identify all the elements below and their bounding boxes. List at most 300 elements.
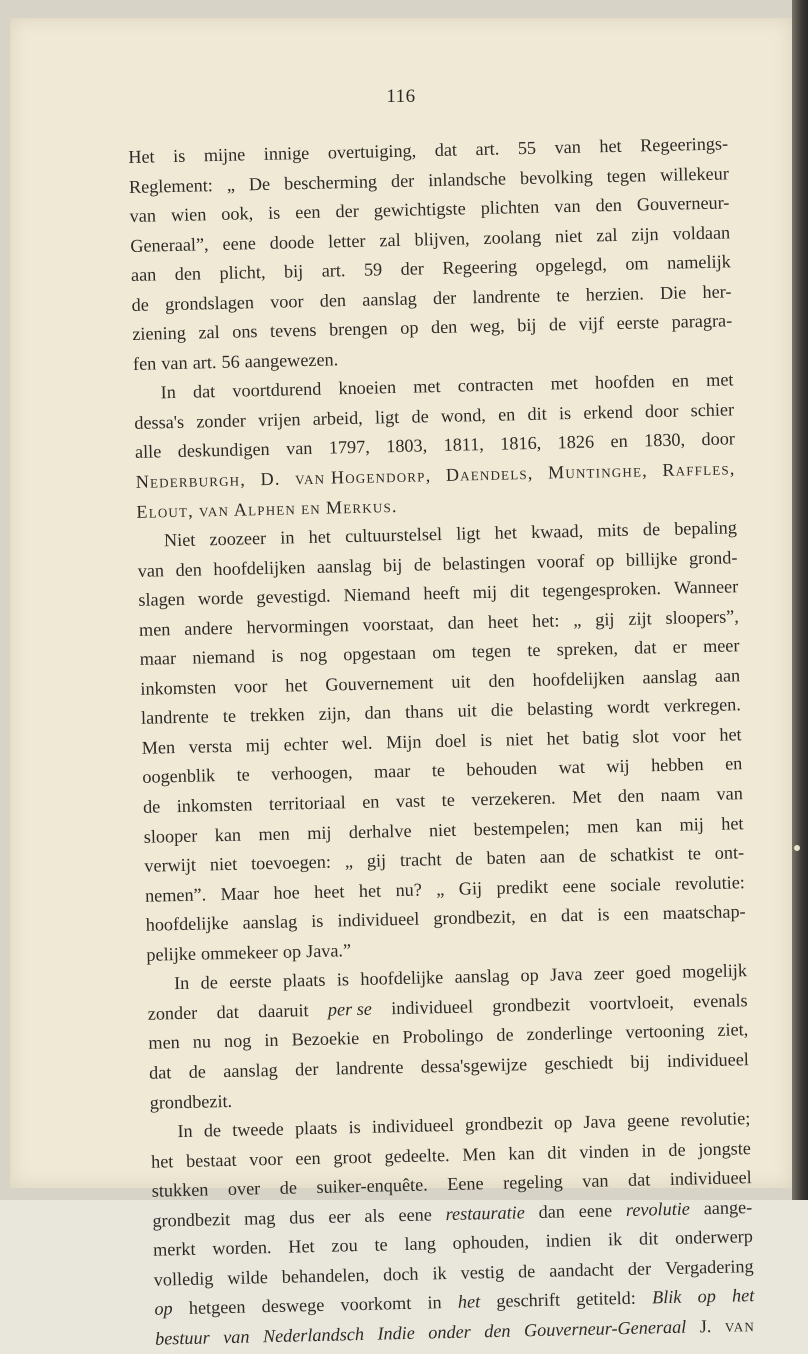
word: opgelegd, xyxy=(535,254,608,276)
word: her- xyxy=(702,281,732,302)
word: revolutie xyxy=(625,1198,691,1220)
word: J. xyxy=(699,1315,712,1337)
word: maatschap- xyxy=(662,901,746,924)
word: door xyxy=(644,400,679,422)
word: erkend xyxy=(583,401,634,423)
word: willekeur xyxy=(659,162,729,185)
word: te xyxy=(441,789,456,811)
word: ook, xyxy=(221,203,254,224)
word: zeer xyxy=(593,963,625,984)
word: de xyxy=(411,406,429,427)
word: spreken, xyxy=(556,638,619,660)
word: ligt xyxy=(374,406,400,428)
word: De xyxy=(248,173,271,194)
word: andere xyxy=(184,617,233,639)
word: deskundigen xyxy=(177,439,270,462)
book-page xyxy=(10,18,792,1349)
word: Nederlandsch xyxy=(262,1323,365,1347)
word: lang xyxy=(404,1233,437,1255)
word: hoofden xyxy=(594,371,655,393)
word: 1826 xyxy=(557,431,595,453)
word: slagen xyxy=(138,589,186,611)
word: men xyxy=(148,1032,180,1054)
word: Daendels, xyxy=(445,462,534,485)
word: de xyxy=(517,1260,536,1282)
word: In xyxy=(160,382,177,403)
word: geschrift xyxy=(496,1289,561,1312)
word: tegen xyxy=(606,164,647,186)
word: revolutie: xyxy=(674,871,746,894)
word: Gouverneur-Generaal xyxy=(523,1316,687,1341)
word: Het xyxy=(128,146,155,167)
word: eene xyxy=(578,1199,613,1221)
word: thans xyxy=(404,701,444,723)
word: 1816, xyxy=(500,433,542,455)
word: doel xyxy=(434,730,467,752)
word: Men xyxy=(141,737,176,758)
word: kan xyxy=(635,814,663,836)
word: den xyxy=(595,194,623,216)
word: te xyxy=(431,760,446,781)
word: inkomsten xyxy=(140,676,217,699)
word: individueel xyxy=(390,996,474,1019)
word: van xyxy=(161,352,188,374)
word: 59 xyxy=(363,259,383,280)
word: dat xyxy=(148,1062,172,1083)
word: zijn xyxy=(631,223,659,245)
word: dan xyxy=(447,612,475,633)
word: landrente xyxy=(335,1056,404,1079)
word: en xyxy=(610,431,628,452)
word: verkregen. xyxy=(663,694,742,717)
word: plichten xyxy=(480,196,540,219)
word: hetgeen xyxy=(188,1296,246,1319)
word: Generaal”, xyxy=(130,233,209,256)
word: dessa's xyxy=(134,411,185,433)
word: dit xyxy=(527,403,547,424)
word: te xyxy=(236,764,250,786)
word: doch xyxy=(382,1263,419,1285)
word: verhoogen, xyxy=(270,762,353,785)
word: de xyxy=(548,314,567,335)
word: en xyxy=(529,905,548,927)
word: Eene xyxy=(447,1173,484,1195)
word: In xyxy=(177,1120,193,1142)
word: voor xyxy=(249,1148,283,1170)
word: zijn, xyxy=(318,703,351,725)
word: en xyxy=(300,497,322,518)
word: weg, xyxy=(469,315,505,337)
edge-mark xyxy=(794,845,800,851)
word: te xyxy=(527,640,541,661)
word: pelijke xyxy=(146,943,197,965)
word: Mijn xyxy=(385,731,422,753)
word: art. xyxy=(192,351,217,373)
word: over xyxy=(227,1178,261,1200)
word: grond- xyxy=(688,546,738,569)
word: wij xyxy=(606,756,630,777)
word: wel. xyxy=(341,732,373,754)
word: is xyxy=(311,910,324,932)
word: dit xyxy=(547,1141,567,1163)
word: aange- xyxy=(703,1196,753,1218)
word: den xyxy=(483,1320,511,1342)
word: „ xyxy=(436,878,445,899)
word: zal xyxy=(595,224,618,246)
word: regeling xyxy=(502,1171,563,1193)
word: den xyxy=(488,670,515,691)
word: het xyxy=(721,812,744,834)
word: kwaad, xyxy=(530,520,584,543)
word: stukken xyxy=(151,1179,209,1201)
word: trekken xyxy=(249,704,305,726)
word: en xyxy=(671,370,690,392)
word: Java.” xyxy=(305,939,352,961)
word: suiker-enquête. xyxy=(316,1174,428,1198)
word: bij xyxy=(382,554,403,575)
word: verzekeren. xyxy=(471,787,556,810)
word: Blik xyxy=(651,1287,682,1308)
word: het xyxy=(285,674,308,696)
word: voortdurend xyxy=(232,379,322,402)
word: dan xyxy=(364,702,392,724)
word: mag xyxy=(243,1207,276,1229)
word: mits xyxy=(597,519,629,541)
word: de xyxy=(496,1024,514,1046)
word: behouden xyxy=(466,758,538,780)
word: en xyxy=(372,1027,390,1049)
word: van xyxy=(129,205,157,227)
word: Niemand xyxy=(343,583,411,606)
word: niet xyxy=(554,225,583,246)
word: Java xyxy=(549,964,583,985)
word: eerste xyxy=(228,971,272,993)
word: eene xyxy=(562,875,596,897)
word: heet xyxy=(313,880,345,902)
word: 1830, xyxy=(643,429,686,451)
word: versta xyxy=(188,735,233,757)
word: bepaling xyxy=(673,517,738,539)
word: het xyxy=(731,1285,755,1306)
word: slooper xyxy=(143,825,198,847)
word: zonder xyxy=(196,410,247,432)
word: is xyxy=(267,202,281,223)
word: landrente xyxy=(140,706,209,729)
word: wien xyxy=(170,204,207,226)
word: naam xyxy=(660,784,701,806)
word: ons xyxy=(231,321,258,342)
word: wordt xyxy=(606,696,650,718)
word: een xyxy=(295,1147,321,1169)
word: een xyxy=(623,903,649,925)
word: onder xyxy=(428,1321,471,1343)
word: kan xyxy=(508,1142,535,1164)
word: de xyxy=(279,1177,298,1198)
word: art. xyxy=(321,260,346,281)
word: art. xyxy=(475,138,500,160)
word: „ xyxy=(573,609,582,630)
word: sloopers”, xyxy=(665,606,739,628)
word: per se xyxy=(327,998,373,1020)
word: gewichtigste xyxy=(373,198,466,221)
word: voldaan xyxy=(672,222,731,244)
word: van xyxy=(222,1326,250,1348)
word: de xyxy=(578,845,597,867)
word: paragra- xyxy=(671,310,733,332)
word: fen xyxy=(132,353,157,374)
word: mogelijk xyxy=(682,960,748,982)
word: het xyxy=(150,1150,174,1172)
word: groot xyxy=(333,1146,372,1168)
word: van Hogendorp, xyxy=(294,465,432,489)
word: mij xyxy=(472,581,498,603)
word: hebben xyxy=(650,754,704,776)
word: de xyxy=(200,972,219,993)
word: hoe xyxy=(273,881,300,903)
word: bestaat xyxy=(185,1149,237,1171)
word: zal xyxy=(198,322,220,343)
word: dessa'sgewijze xyxy=(420,1054,528,1077)
word: kan xyxy=(214,824,242,845)
word: voorkomt xyxy=(340,1293,412,1315)
word: Elout, xyxy=(136,500,195,522)
word: het xyxy=(719,724,742,745)
word: te xyxy=(374,1234,388,1255)
word: nemen”. xyxy=(144,884,207,906)
word: aan xyxy=(714,665,741,686)
word: nog xyxy=(223,1030,252,1052)
word: dat xyxy=(192,381,216,402)
word: Die xyxy=(659,282,687,303)
word: zal xyxy=(379,229,401,250)
word: Regeering xyxy=(442,256,518,279)
word: en xyxy=(497,404,516,425)
word: Gij xyxy=(458,877,483,899)
word: van xyxy=(724,1314,756,1336)
word: Probolingo xyxy=(402,1025,484,1048)
word: opgestaan xyxy=(342,642,417,665)
word: als xyxy=(364,1205,385,1226)
word: het xyxy=(308,526,332,548)
word: letter xyxy=(327,230,366,252)
word: zonderlinge xyxy=(526,1022,613,1045)
word: 56 xyxy=(221,351,240,372)
word: de xyxy=(413,553,432,575)
word: geschiedt xyxy=(544,1052,614,1074)
word: is xyxy=(271,645,284,667)
word: grondbezit xyxy=(492,994,571,1016)
word: volledig xyxy=(153,1268,214,1290)
word: namelijk xyxy=(666,251,731,273)
word: een xyxy=(295,201,321,223)
word: op xyxy=(520,965,539,986)
word: onderwerp xyxy=(674,1226,754,1249)
word: den xyxy=(174,263,202,285)
word: Gouvernement xyxy=(325,672,434,695)
word: uit xyxy=(457,700,478,722)
word: mijne xyxy=(203,144,246,166)
word: Het xyxy=(288,1236,315,1257)
word: indien xyxy=(545,1230,592,1252)
word: innige xyxy=(263,142,310,164)
word: Indie xyxy=(377,1322,416,1344)
word: grondbezit. xyxy=(149,1090,233,1113)
word: tegen xyxy=(471,640,512,662)
word: sociale xyxy=(609,873,661,895)
word: maar xyxy=(139,648,177,670)
word: der xyxy=(400,258,425,280)
word: Vergadering xyxy=(664,1255,754,1278)
word: aanslag xyxy=(316,555,372,577)
word: aanslag xyxy=(362,288,417,310)
word: den xyxy=(319,289,347,311)
word: dit xyxy=(509,581,530,602)
word: vooraf xyxy=(536,550,585,572)
word: Wanneer xyxy=(673,576,739,598)
word: die xyxy=(490,699,514,721)
word: hoofdelijken xyxy=(532,667,625,690)
word: cultuurstelsel xyxy=(344,524,443,547)
word: den xyxy=(175,559,203,580)
word: aanslag xyxy=(454,965,510,988)
word: mij xyxy=(245,734,271,756)
word: worden. xyxy=(212,1237,272,1259)
word: men xyxy=(138,618,171,640)
word: individueel xyxy=(666,1049,750,1071)
word: op xyxy=(697,1286,717,1307)
word: doode xyxy=(269,231,315,253)
word: evenals xyxy=(692,990,748,1012)
word: niet xyxy=(209,853,238,875)
word: bestempelen; xyxy=(473,816,570,839)
word: gij xyxy=(366,850,387,871)
word: echter xyxy=(283,733,329,755)
word: restauratie xyxy=(445,1201,526,1224)
word: hervormingen xyxy=(246,614,349,638)
word: en xyxy=(361,791,380,812)
word: „ xyxy=(226,174,236,195)
word: Regeerings- xyxy=(639,133,729,156)
word: toevoegen: xyxy=(250,851,332,874)
word: niemand xyxy=(192,646,256,668)
word: in xyxy=(280,527,295,548)
word: vestig xyxy=(460,1261,505,1283)
word: gevestigd. xyxy=(256,585,331,608)
word: territoriaal xyxy=(268,792,346,815)
word: ligt xyxy=(455,523,481,544)
word: dat xyxy=(560,905,584,926)
word: van Alphen xyxy=(198,497,297,521)
word: blijven, xyxy=(414,227,470,250)
word: de xyxy=(668,1139,686,1160)
word: aanslag xyxy=(642,666,698,688)
word: overtuiging, xyxy=(327,140,417,163)
word: uit xyxy=(451,671,471,692)
word: is xyxy=(172,145,186,166)
word: van xyxy=(285,438,313,459)
word: behandelen, xyxy=(281,1264,370,1287)
word: hoofdelijke xyxy=(145,913,229,936)
word: van xyxy=(137,559,165,581)
word: ommekeer xyxy=(200,941,278,964)
word: gij xyxy=(595,608,615,630)
word: goed xyxy=(635,962,672,984)
word: Java xyxy=(583,1111,616,1132)
word: meer xyxy=(702,635,740,657)
word: alle xyxy=(134,441,162,463)
word: zonder xyxy=(147,1002,198,1024)
word: der xyxy=(335,200,359,222)
word: individueel xyxy=(371,1114,454,1137)
word: ziet, xyxy=(717,1019,749,1041)
word: niet xyxy=(428,819,457,840)
word: „ xyxy=(344,851,354,872)
word: In xyxy=(173,973,190,994)
word: inlandsche xyxy=(427,167,507,190)
word: met xyxy=(413,376,441,397)
word: om xyxy=(625,253,649,274)
word: op xyxy=(595,549,615,571)
word: den xyxy=(430,316,458,338)
word: van xyxy=(716,783,744,804)
word: is xyxy=(348,1117,361,1138)
word: vinden xyxy=(579,1140,630,1162)
word: aandacht xyxy=(548,1259,615,1281)
word: op xyxy=(154,1298,173,1320)
word: te xyxy=(687,843,702,864)
word: mij xyxy=(679,813,705,835)
word: op xyxy=(399,317,419,339)
word: de xyxy=(203,1120,222,1141)
word: dat xyxy=(633,637,657,658)
word: Reglement: xyxy=(128,174,214,197)
word: predikt xyxy=(496,876,549,898)
next-page-edge xyxy=(792,0,808,1200)
word: landrente xyxy=(472,285,541,307)
word: der xyxy=(390,170,415,191)
word: worde xyxy=(197,587,244,609)
word: is xyxy=(558,402,572,424)
word: aanslag xyxy=(242,911,298,933)
word: nu xyxy=(192,1031,212,1053)
word: voortvloeit, xyxy=(589,991,674,1014)
word: wilde xyxy=(227,1266,269,1288)
word: grondbezit xyxy=(152,1208,231,1231)
word: bevolking xyxy=(519,166,593,188)
word: der xyxy=(432,287,457,308)
word: eene xyxy=(398,1204,433,1225)
word: Bezoekie xyxy=(291,1028,360,1050)
word: inkomsten xyxy=(176,794,253,817)
word: merkt xyxy=(152,1238,196,1260)
word: Muntinghe, xyxy=(547,460,649,483)
word: maar xyxy=(373,761,411,783)
word: is xyxy=(597,904,610,925)
word: het xyxy=(457,1291,481,1313)
word: baten xyxy=(486,847,527,869)
word: bescherming xyxy=(283,170,378,194)
word: oogenblik xyxy=(142,765,216,788)
word: aan xyxy=(539,846,566,867)
word: om xyxy=(431,642,456,663)
word: Men xyxy=(462,1143,496,1165)
word: de xyxy=(131,294,150,315)
word: individueel xyxy=(669,1167,752,1190)
word: dat xyxy=(434,139,458,161)
word: te xyxy=(556,284,570,306)
word: billijke xyxy=(625,548,678,570)
word: de xyxy=(455,848,473,869)
